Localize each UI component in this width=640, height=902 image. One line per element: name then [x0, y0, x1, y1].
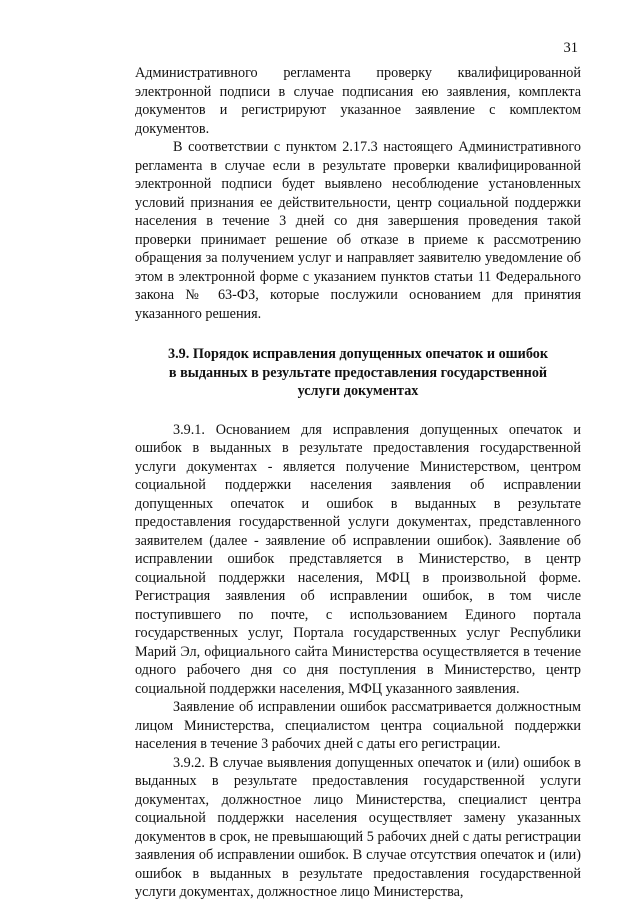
section-heading-line: услуги документах [297, 383, 419, 399]
paragraph-3-9-2: 3.9.2. В случае выявления допущенных опечаток и (или) ошибок в выданных в результате предоставления государственной услуги документах, должностное лицо Министерства, специалист центра социальной поддержки населения осуществляет замену указанных документов в срок, не превышающий 5 рабочих дней с даты регистрации заявления об исправлении ошибок. В случае отсутствия опечаток и (или) ошибок в выданных в результате предоставления государственной услуги документах, должностное лицо Министерства, [135, 754, 581, 900]
section-heading-line: 3.9. Порядок исправления допущенных опечаток и ошибок [167, 346, 548, 362]
paragraph-regulation-check: Административного регламента проверку квалифицированной электронной подписи в случае подписания ею заявления, комплекта документов и регистрируют указанное заявление с комплектом документов. [135, 65, 581, 137]
document-body [135, 64, 581, 902]
section-heading-3-9 [135, 345, 581, 401]
section-heading-line: в выданных в результате предоставления государственной [168, 364, 548, 381]
paragraph-3-9-1: 3.9.1. Основанием для исправления допущенных опечаток и ошибок в выданных в результате предоставления государственной услуги документах - является получение Министерством, центром социальной поддержки населения заявления об исправлении допущенных опечаток и ошибок в выданных в результате предоставления государственной услуги документах, представленного заявителем (далее - заявление об исправлении ошибок). Заявление об исправлении ошибок представляется в Министерство, в центр социальной поддержки населения, МФЦ в произвольной форме. Регистрация заявления об исправлении ошибок, в том числе поступившего по почте, с использованием Единого портала государственных услуг, Портала государственных услуг Республики Марий Эл, официального сайта Министерства осуществляется в течение одного рабочего дня со дня поступления в Министерство, центр социальной поддержки населения, МФЦ указанного заявления. [135, 421, 581, 697]
paragraph-signature-verification: В соответствии с пунктом 2.17.3 настоящего Административного регламента в случае если в результате проверки квалифицированной электронной подписи будет выявлено несоблюдение установленных условий признания ее действительности, центр социальной поддержки населения в течение 3 дней со дня завершения проведения такой проверки принимает решение об отказе в приеме к рассмотрению обращения за получением услуг и направляет заявителю уведомление об этом в электронной форме с указанием пунктов статьи 11 Федерального закона № 63-ФЗ, которые послужили основанием для принятия указанного решения. [135, 139, 581, 322]
page-number: 31 [563, 40, 578, 56]
paragraph-review-terms: Заявление об исправлении ошибок рассматривается должностным лицом Министерства, специалистом центра социальной поддержки населения в течение 3 рабочих дней с даты его регистрации. [135, 699, 581, 752]
